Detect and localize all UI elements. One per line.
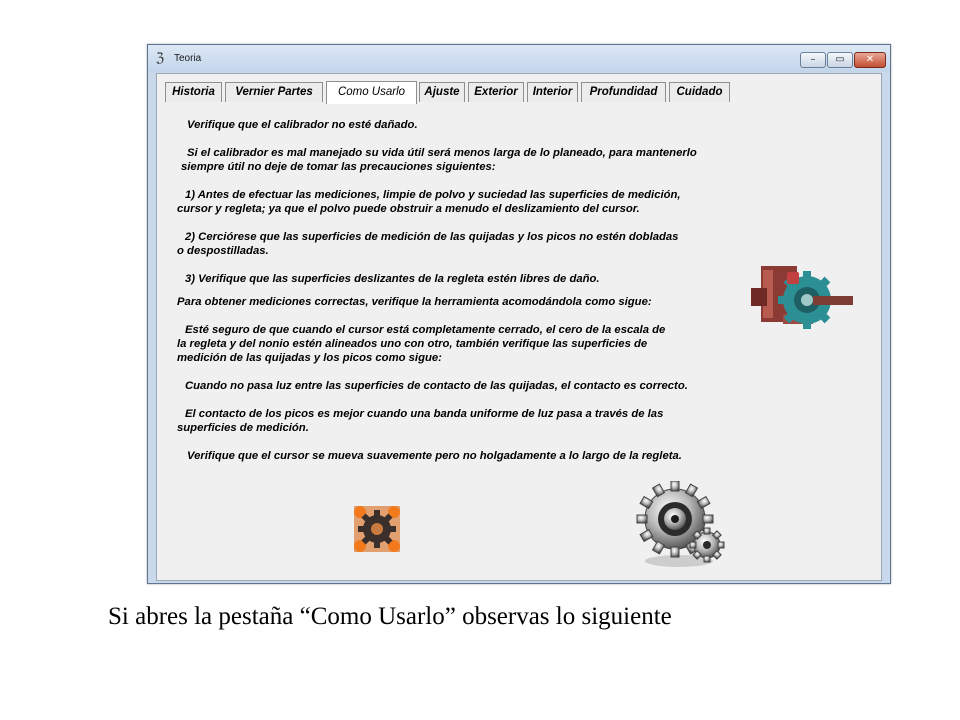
paragraph: medición de las quijadas y los picos como sigue: [177, 352, 442, 364]
paragraph: cursor y regleta; ya que el polvo puede obstruir a menudo el deslizamiento del cursor. [177, 203, 640, 215]
paragraph: Cuando no pasa luz entre las superficies de contacto de las quijadas, el contacto es correcto. [185, 380, 688, 392]
tab-cuidado[interactable]: Cuidado [669, 82, 730, 102]
paragraph: 3) Verifique que las superficies deslizantes de la regleta estén libres de daño. [185, 273, 600, 285]
small-gear-icon [354, 506, 400, 552]
paragraph: Verifique que el calibrador no esté dañado. [187, 119, 418, 131]
app-window [147, 44, 891, 584]
close-icon: ✕ [865, 54, 875, 65]
tab-como-usarlo[interactable]: Como Usarlo [326, 81, 417, 104]
paragraph: o despostilladas. [177, 245, 269, 257]
gears-icon [635, 481, 727, 573]
tab-profundidad[interactable]: Profundidad [581, 82, 666, 102]
client-area [156, 73, 882, 581]
paragraph: Verifique que el cursor se mueva suavemente pero no holgadamente a lo largo de la regleta. [187, 450, 682, 462]
maximize-icon: ▭ [835, 54, 845, 65]
tab-exterior[interactable]: Exterior [468, 82, 524, 102]
paragraph: Para obtener mediciones correctas, verifique la herramienta acomodándola como sigue: [177, 296, 652, 308]
paragraph: la regleta y del nonio estén alineados uno con otro, también verifique las superficies de [177, 338, 648, 350]
app-icon: ℨ [156, 51, 165, 66]
paragraph: Esté seguro de que cuando el cursor está completamente cerrado, el cero de la escala de [185, 324, 666, 336]
maximize-button[interactable] [827, 52, 853, 68]
slide-caption: Si abres la pestaña “Como Usarlo” observas lo siguiente [108, 603, 672, 630]
tab-interior[interactable]: Interior [527, 82, 578, 102]
paragraph: superficies de medición. [177, 422, 309, 434]
title-bar[interactable] [148, 45, 890, 72]
close-button[interactable] [854, 52, 886, 68]
tab-historia[interactable]: Historia [165, 82, 222, 102]
window-title: Teoria [174, 53, 202, 64]
tab-content [177, 118, 797, 463]
paragraph: siempre útil no deje de tomar las precauciones siguientes: [181, 161, 496, 173]
minimize-icon: – [810, 54, 816, 65]
paragraph: 2) Cerciórese que las superficies de medición de las quijadas y los picos no estén dobladas [185, 231, 679, 243]
caliper-gear-icon [749, 264, 853, 330]
tab-ajuste[interactable]: Ajuste [419, 82, 465, 102]
paragraph: 1) Antes de efectuar las mediciones, limpie de polvo y suciedad las superficies de medición, [185, 189, 681, 201]
minimize-button[interactable] [800, 52, 826, 68]
paragraph: Si el calibrador es mal manejado su vida útil será menos larga de lo planeado, para mantenerlo [187, 147, 697, 159]
tab-vernier-partes[interactable]: Vernier Partes [225, 82, 323, 102]
paragraph: El contacto de los picos es mejor cuando una banda uniforme de luz pasa a través de las [185, 408, 664, 420]
